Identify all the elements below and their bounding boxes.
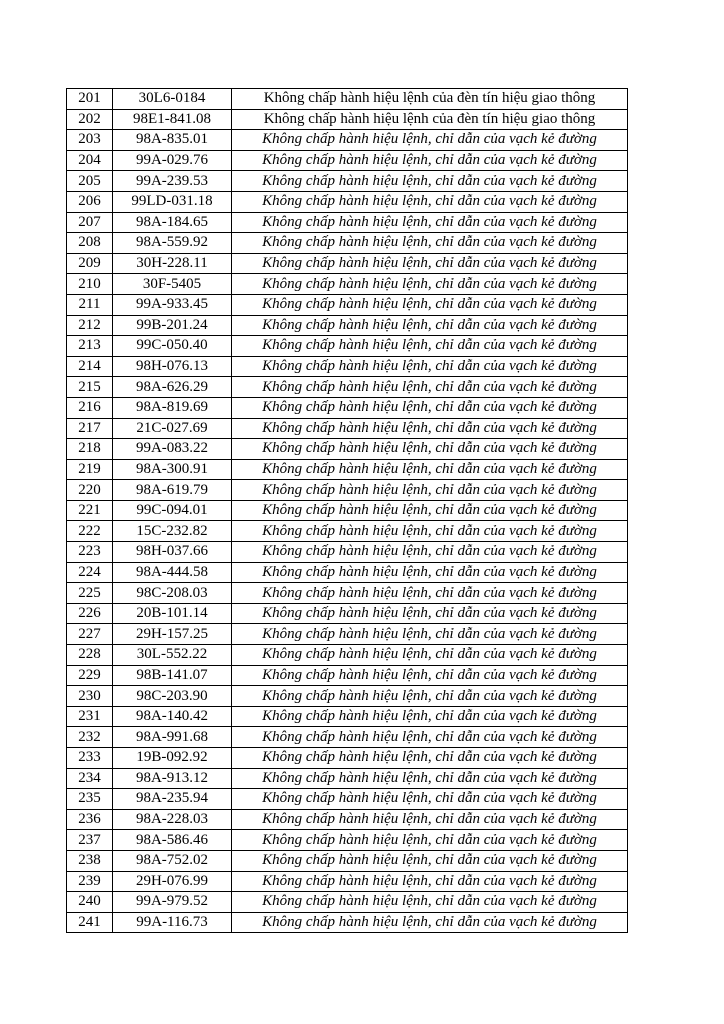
violation-description-cell: Không chấp hành hiệu lệnh, chỉ dẫn của vạch kẻ đường	[232, 212, 628, 233]
license-plate-cell: 98A-626.29	[113, 377, 232, 398]
row-number-cell: 215	[67, 377, 113, 398]
violation-description-cell: Không chấp hành hiệu lệnh, chỉ dẫn của vạch kẻ đường	[232, 377, 628, 398]
table-row	[67, 212, 628, 233]
table-row	[67, 294, 628, 315]
table-row	[67, 109, 628, 130]
license-plate-cell: 19B-092.92	[113, 748, 232, 769]
table-row	[67, 706, 628, 727]
violation-description-cell: Không chấp hành hiệu lệnh, chỉ dẫn của vạch kẻ đường	[232, 253, 628, 274]
row-number-cell: 222	[67, 521, 113, 542]
license-plate-cell: 98A-559.92	[113, 233, 232, 254]
row-number-cell: 209	[67, 253, 113, 274]
table-row	[67, 912, 628, 933]
row-number-cell: 204	[67, 150, 113, 171]
license-plate-cell: 30L-552.22	[113, 645, 232, 666]
row-number-cell: 218	[67, 439, 113, 460]
table-row	[67, 171, 628, 192]
row-number-cell: 202	[67, 109, 113, 130]
row-number-cell: 231	[67, 706, 113, 727]
row-number-cell: 228	[67, 645, 113, 666]
license-plate-cell: 30H-228.11	[113, 253, 232, 274]
violation-description-cell: Không chấp hành hiệu lệnh, chỉ dẫn của vạch kẻ đường	[232, 130, 628, 151]
violation-description-cell: Không chấp hành hiệu lệnh, chỉ dẫn của vạch kẻ đường	[232, 624, 628, 645]
violation-description-cell: Không chấp hành hiệu lệnh, chỉ dẫn của vạch kẻ đường	[232, 418, 628, 439]
license-plate-cell: 99A-116.73	[113, 912, 232, 933]
violation-description-cell: Không chấp hành hiệu lệnh, chỉ dẫn của vạch kẻ đường	[232, 459, 628, 480]
table-row	[67, 315, 628, 336]
row-number-cell: 226	[67, 603, 113, 624]
violation-description-cell: Không chấp hành hiệu lệnh, chỉ dẫn của vạch kẻ đường	[232, 233, 628, 254]
table-row	[67, 542, 628, 563]
table-row	[67, 521, 628, 542]
row-number-cell: 205	[67, 171, 113, 192]
table-row	[67, 274, 628, 295]
license-plate-cell: 29H-157.25	[113, 624, 232, 645]
row-number-cell: 229	[67, 665, 113, 686]
table-row	[67, 500, 628, 521]
table-row	[67, 645, 628, 666]
table-row	[67, 871, 628, 892]
row-number-cell: 237	[67, 830, 113, 851]
license-plate-cell: 98A-752.02	[113, 850, 232, 871]
violation-description-cell: Không chấp hành hiệu lệnh, chỉ dẫn của vạch kẻ đường	[232, 171, 628, 192]
violation-description-cell: Không chấp hành hiệu lệnh, chỉ dẫn của vạch kẻ đường	[232, 809, 628, 830]
table-row	[67, 418, 628, 439]
violation-description-cell: Không chấp hành hiệu lệnh, chỉ dẫn của vạch kẻ đường	[232, 500, 628, 521]
violation-description-cell: Không chấp hành hiệu lệnh, chỉ dẫn của vạch kẻ đường	[232, 315, 628, 336]
license-plate-cell: 99A-029.76	[113, 150, 232, 171]
row-number-cell: 212	[67, 315, 113, 336]
license-plate-cell: 30L6-0184	[113, 89, 232, 110]
license-plate-cell: 98H-037.66	[113, 542, 232, 563]
violation-description-cell: Không chấp hành hiệu lệnh, chỉ dẫn của vạch kẻ đường	[232, 768, 628, 789]
violation-description-cell: Không chấp hành hiệu lệnh, chỉ dẫn của vạch kẻ đường	[232, 665, 628, 686]
license-plate-cell: 30F-5405	[113, 274, 232, 295]
license-plate-cell: 29H-076.99	[113, 871, 232, 892]
violation-description-cell: Không chấp hành hiệu lệnh, chỉ dẫn của vạch kẻ đường	[232, 727, 628, 748]
row-number-cell: 208	[67, 233, 113, 254]
violation-description-cell: Không chấp hành hiệu lệnh, chỉ dẫn của vạch kẻ đường	[232, 830, 628, 851]
violation-description-cell: Không chấp hành hiệu lệnh, chỉ dẫn của vạch kẻ đường	[232, 850, 628, 871]
table-row	[67, 727, 628, 748]
row-number-cell: 236	[67, 809, 113, 830]
row-number-cell: 240	[67, 892, 113, 913]
row-number-cell: 224	[67, 562, 113, 583]
license-plate-cell: 98C-203.90	[113, 686, 232, 707]
table-row	[67, 830, 628, 851]
table-row	[67, 397, 628, 418]
violation-description-cell: Không chấp hành hiệu lệnh, chỉ dẫn của vạch kẻ đường	[232, 274, 628, 295]
violation-description-cell: Không chấp hành hiệu lệnh, chỉ dẫn của vạch kẻ đường	[232, 748, 628, 769]
license-plate-cell: 99A-083.22	[113, 439, 232, 460]
table-row	[67, 356, 628, 377]
violation-description-cell: Không chấp hành hiệu lệnh, chỉ dẫn của vạch kẻ đường	[232, 562, 628, 583]
row-number-cell: 241	[67, 912, 113, 933]
table-row	[67, 89, 628, 110]
row-number-cell: 223	[67, 542, 113, 563]
table-row	[67, 562, 628, 583]
violation-description-cell: Không chấp hành hiệu lệnh, chỉ dẫn của vạch kẻ đường	[232, 294, 628, 315]
license-plate-cell: 98A-991.68	[113, 727, 232, 748]
license-plate-cell: 99A-239.53	[113, 171, 232, 192]
violation-description-cell: Không chấp hành hiệu lệnh, chỉ dẫn của vạch kẻ đường	[232, 150, 628, 171]
license-plate-cell: 99C-094.01	[113, 500, 232, 521]
row-number-cell: 221	[67, 500, 113, 521]
table-row	[67, 150, 628, 171]
license-plate-cell: 98A-586.46	[113, 830, 232, 851]
table-row	[67, 130, 628, 151]
row-number-cell: 235	[67, 789, 113, 810]
violation-description-cell: Không chấp hành hiệu lệnh, chỉ dẫn của vạch kẻ đường	[232, 706, 628, 727]
license-plate-cell: 99C-050.40	[113, 336, 232, 357]
row-number-cell: 214	[67, 356, 113, 377]
row-number-cell: 232	[67, 727, 113, 748]
violation-description-cell: Không chấp hành hiệu lệnh, chỉ dẫn của vạch kẻ đường	[232, 439, 628, 460]
row-number-cell: 220	[67, 480, 113, 501]
row-number-cell: 216	[67, 397, 113, 418]
table-row	[67, 336, 628, 357]
violation-description-cell: Không chấp hành hiệu lệnh, chỉ dẫn của vạch kẻ đường	[232, 356, 628, 377]
license-plate-cell: 20B-101.14	[113, 603, 232, 624]
violation-description-cell: Không chấp hành hiệu lệnh, chỉ dẫn của vạch kẻ đường	[232, 521, 628, 542]
violation-description-cell: Không chấp hành hiệu lệnh, chỉ dẫn của vạch kẻ đường	[232, 191, 628, 212]
violation-description-cell: Không chấp hành hiệu lệnh, chỉ dẫn của vạch kẻ đường	[232, 583, 628, 604]
license-plate-cell: 98H-076.13	[113, 356, 232, 377]
row-number-cell: 206	[67, 191, 113, 212]
license-plate-cell: 98B-141.07	[113, 665, 232, 686]
row-number-cell: 239	[67, 871, 113, 892]
table-row	[67, 233, 628, 254]
table-row	[67, 459, 628, 480]
license-plate-cell: 15C-232.82	[113, 521, 232, 542]
row-number-cell: 217	[67, 418, 113, 439]
violation-description-cell: Không chấp hành hiệu lệnh, chỉ dẫn của vạch kẻ đường	[232, 603, 628, 624]
row-number-cell: 234	[67, 768, 113, 789]
violations-table	[66, 88, 628, 933]
table-row	[67, 850, 628, 871]
license-plate-cell: 98A-228.03	[113, 809, 232, 830]
license-plate-cell: 99B-201.24	[113, 315, 232, 336]
violation-description-cell: Không chấp hành hiệu lệnh, chỉ dẫn của vạch kẻ đường	[232, 480, 628, 501]
row-number-cell: 207	[67, 212, 113, 233]
table-row	[67, 665, 628, 686]
row-number-cell: 233	[67, 748, 113, 769]
row-number-cell: 219	[67, 459, 113, 480]
violation-description-cell: Không chấp hành hiệu lệnh, chỉ dẫn của vạch kẻ đường	[232, 336, 628, 357]
table-row	[67, 809, 628, 830]
violation-description-cell: Không chấp hành hiệu lệnh của đèn tín hiệu giao thông	[232, 109, 628, 130]
table-row	[67, 439, 628, 460]
violation-description-cell: Không chấp hành hiệu lệnh, chỉ dẫn của vạch kẻ đường	[232, 912, 628, 933]
license-plate-cell: 98A-835.01	[113, 130, 232, 151]
violation-description-cell: Không chấp hành hiệu lệnh, chỉ dẫn của vạch kẻ đường	[232, 397, 628, 418]
table-row	[67, 583, 628, 604]
license-plate-cell: 98E1-841.08	[113, 109, 232, 130]
violation-description-cell: Không chấp hành hiệu lệnh, chỉ dẫn của vạch kẻ đường	[232, 542, 628, 563]
license-plate-cell: 98A-184.65	[113, 212, 232, 233]
row-number-cell: 213	[67, 336, 113, 357]
violation-description-cell: Không chấp hành hiệu lệnh, chỉ dẫn của vạch kẻ đường	[232, 892, 628, 913]
violation-description-cell: Không chấp hành hiệu lệnh, chỉ dẫn của vạch kẻ đường	[232, 871, 628, 892]
license-plate-cell: 98A-619.79	[113, 480, 232, 501]
row-number-cell: 201	[67, 89, 113, 110]
row-number-cell: 230	[67, 686, 113, 707]
row-number-cell: 225	[67, 583, 113, 604]
license-plate-cell: 99A-933.45	[113, 294, 232, 315]
violation-description-cell: Không chấp hành hiệu lệnh, chỉ dẫn của vạch kẻ đường	[232, 686, 628, 707]
row-number-cell: 238	[67, 850, 113, 871]
license-plate-cell: 21C-027.69	[113, 418, 232, 439]
table-row	[67, 253, 628, 274]
license-plate-cell: 99A-979.52	[113, 892, 232, 913]
table-row	[67, 603, 628, 624]
row-number-cell: 227	[67, 624, 113, 645]
license-plate-cell: 98C-208.03	[113, 583, 232, 604]
license-plate-cell: 98A-235.94	[113, 789, 232, 810]
table-row	[67, 377, 628, 398]
table-row	[67, 191, 628, 212]
table-row	[67, 892, 628, 913]
table-row	[67, 480, 628, 501]
row-number-cell: 203	[67, 130, 113, 151]
license-plate-cell: 98A-819.69	[113, 397, 232, 418]
violation-description-cell: Không chấp hành hiệu lệnh của đèn tín hiệu giao thông	[232, 89, 628, 110]
table-row	[67, 686, 628, 707]
license-plate-cell: 98A-140.42	[113, 706, 232, 727]
violations-table-body	[67, 89, 628, 933]
table-row	[67, 789, 628, 810]
license-plate-cell: 98A-913.12	[113, 768, 232, 789]
license-plate-cell: 99LD-031.18	[113, 191, 232, 212]
table-row	[67, 768, 628, 789]
row-number-cell: 210	[67, 274, 113, 295]
table-row	[67, 624, 628, 645]
license-plate-cell: 98A-444.58	[113, 562, 232, 583]
violation-description-cell: Không chấp hành hiệu lệnh, chỉ dẫn của vạch kẻ đường	[232, 645, 628, 666]
violation-description-cell: Không chấp hành hiệu lệnh, chỉ dẫn của vạch kẻ đường	[232, 789, 628, 810]
table-row	[67, 748, 628, 769]
row-number-cell: 211	[67, 294, 113, 315]
license-plate-cell: 98A-300.91	[113, 459, 232, 480]
